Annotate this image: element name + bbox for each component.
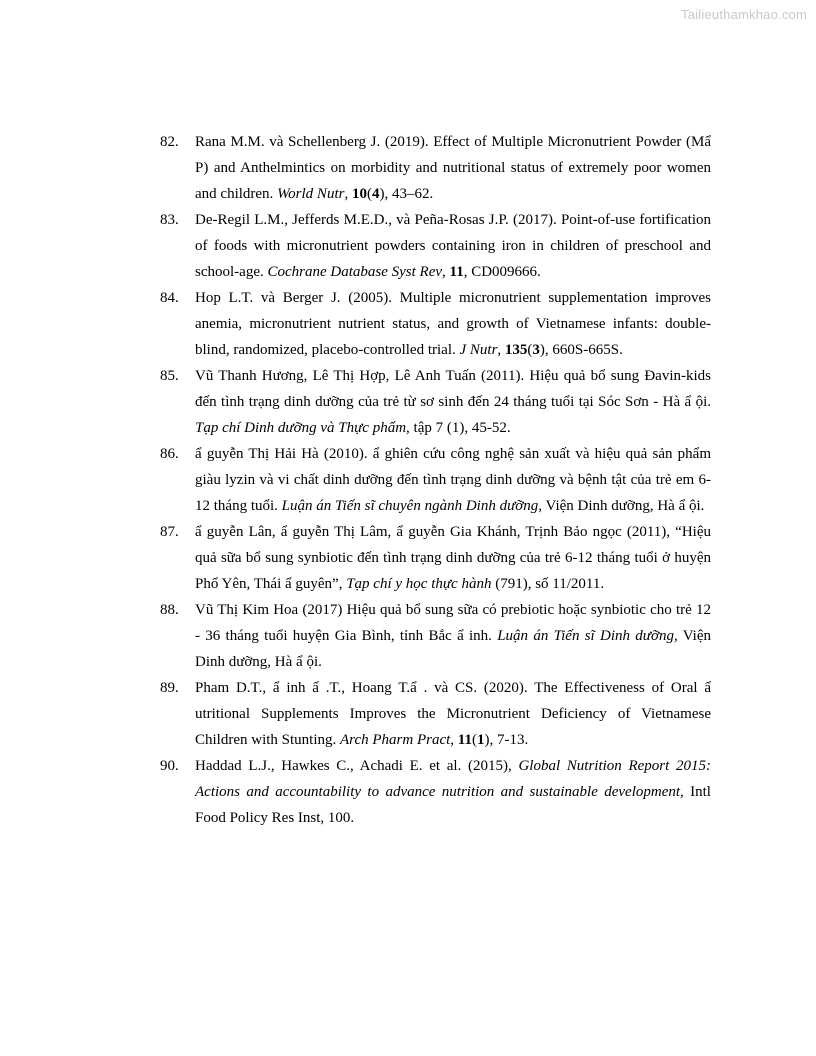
- reference-segment: De-Regil L.M., Jefferds M.E.D., và Peña-Rosas J.P. (2017). Point-of-use fortification of foods with micronutrient powders containing iron in children of preschool and school-age.: [195, 212, 711, 280]
- reference-number: 85.: [160, 368, 179, 384]
- reference-list: [160, 129, 711, 831]
- reference-source-italic: Luận án Tiến sĩ chuyên ngành Dinh dưỡng: [281, 498, 539, 514]
- reference-segment: , Viện Dinh dưỡng, Hà ẩ ội.: [538, 498, 705, 514]
- reference-source-italic: Arch Pharm Pract: [340, 732, 451, 748]
- reference-text: [195, 129, 711, 207]
- reference-volume-bold: 10: [351, 186, 367, 202]
- reference-volume-bold: 11: [449, 264, 464, 280]
- reference-volume-bold: 11: [457, 732, 472, 748]
- reference-segment: , CD009666.: [463, 264, 541, 280]
- reference-number: 82.: [160, 134, 179, 150]
- reference-segment: (: [471, 732, 477, 748]
- reference-segment: ẩ guyễn Thị Hải Hà (2010). ẩ ghiên cứu công nghệ sản xuất và hiệu quả sản phẩm giàu lyzin và vi chất dinh dưỡng đến tình trạng dinh dưỡng và bệnh tật của trẻ em 6-12 tháng tuổi.: [195, 446, 711, 514]
- reference-segment: , tập 7 (1), 45-52.: [406, 420, 511, 436]
- reference-source-italic: Luận án Tiến sĩ Dinh dưỡng,: [497, 628, 678, 644]
- reference-number: 90.: [160, 758, 179, 774]
- reference-volume-bold: 1: [476, 732, 485, 748]
- reference-item: [160, 207, 711, 285]
- reference-number: 89.: [160, 680, 179, 696]
- reference-segment: ,: [497, 342, 505, 358]
- reference-text: [195, 675, 711, 753]
- reference-text: [195, 519, 711, 597]
- reference-item: [160, 675, 711, 753]
- reference-text: [195, 285, 711, 363]
- reference-segment: ,: [442, 264, 450, 280]
- reference-segment: (: [527, 342, 533, 358]
- reference-segment: (: [366, 186, 372, 202]
- reference-segment: Pham D.T., ẩ inh ẩ .T., Hoang T.ẩ . và CS. (2020). The Effectiveness of Oral ẩ utritional Supplements Improves the Micronutrient Deficiency of Vietnamese Children with Stunting.: [195, 680, 711, 748]
- reference-segment: (791), số 11/2011.: [491, 576, 605, 592]
- reference-segment: ẩ guyễn Lân, ẩ guyễn Thị Lâm, ẩ guyễn Gia Khánh, Trịnh Bảo ngọc (2011), “Hiệu quả sữa bổ sung synbiotic đến tình trạng dinh dưỡng của trẻ 6-12 tháng tuổi ở huyện Phổ Yên, Thái ẩ guyên”,: [195, 524, 711, 592]
- reference-segment: ,: [450, 732, 458, 748]
- reference-source-italic: Cochrane Database Syst Rev: [267, 264, 443, 280]
- reference-source-italic: World Nutr: [277, 186, 345, 202]
- reference-number: 83.: [160, 212, 179, 228]
- reference-segment: Haddad L.J., Hawkes C., Achadi E. et al. (2015),: [195, 758, 519, 774]
- reference-volume-bold: 135: [504, 342, 528, 358]
- reference-text: [195, 597, 711, 675]
- reference-text: [195, 753, 711, 831]
- reference-segment: ,: [344, 186, 352, 202]
- reference-text: [195, 441, 711, 519]
- reference-text: [195, 363, 711, 441]
- watermark-text: Tailieuthamkhao.com: [681, 7, 807, 22]
- reference-segment: ), 7-13.: [484, 732, 529, 748]
- reference-number: 88.: [160, 602, 179, 618]
- reference-segment: Rana M.M. và Schellenberg J. (2019). Effect of Multiple Micronutrient Powder (Mẩ P) and Anthelmintics on morbidity and nutritional status of extremely poor women and children.: [195, 134, 711, 202]
- reference-volume-bold: 4: [371, 186, 380, 202]
- reference-item: [160, 597, 711, 675]
- reference-segment: Hop L.T. và Berger J. (2005). Multiple micronutrient supplementation improves anemia, micronutrient nutrient status, and growth of Vietnamese infants: double-blind, randomized, placebo-controlled trial.: [195, 290, 711, 358]
- reference-item: [160, 441, 711, 519]
- reference-source-italic: Tạp chí y học thực hành: [346, 576, 492, 592]
- reference-item: [160, 753, 711, 831]
- reference-item: [160, 129, 711, 207]
- reference-item: [160, 363, 711, 441]
- reference-number: 86.: [160, 446, 179, 462]
- reference-volume-bold: 3: [532, 342, 540, 358]
- reference-segment: ), 43–62.: [379, 186, 434, 202]
- reference-item: [160, 519, 711, 597]
- reference-source-italic: Global Nutrition Report 2015: Actions and accountability to advance nutrition and sustainable development: [195, 758, 711, 800]
- reference-segment: ), 660S-665S.: [539, 342, 623, 358]
- reference-segment: , Intl Food Policy Res Inst, 100.: [195, 784, 711, 826]
- reference-item: [160, 285, 711, 363]
- reference-source-italic: Tạp chí Dinh dưỡng và Thực phẩm: [195, 420, 407, 436]
- reference-segment: Vũ Thị Kim Hoa (2017) Hiệu quả bổ sung sữa có prebiotic hoặc synbiotic cho trẻ 12 - 36 tháng tuổi huyện Gia Bình, tỉnh Bắc ẩ inh.: [195, 602, 711, 644]
- reference-segment: Vũ Thanh Hương, Lê Thị Hợp, Lê Anh Tuấn (2011). Hiệu quả bổ sung Đavin-kids đến tình trạng dinh dưỡng của trẻ từ sơ sinh đến 24 tháng tuổi tại Sóc Sơn - Hà ẩ ội.: [195, 368, 711, 410]
- reference-segment: Viện Dinh dưỡng, Hà ẩ ội.: [195, 628, 711, 670]
- reference-number: 84.: [160, 290, 179, 306]
- reference-source-italic: J Nutr: [459, 342, 498, 358]
- reference-number: 87.: [160, 524, 179, 540]
- reference-text: [195, 207, 711, 285]
